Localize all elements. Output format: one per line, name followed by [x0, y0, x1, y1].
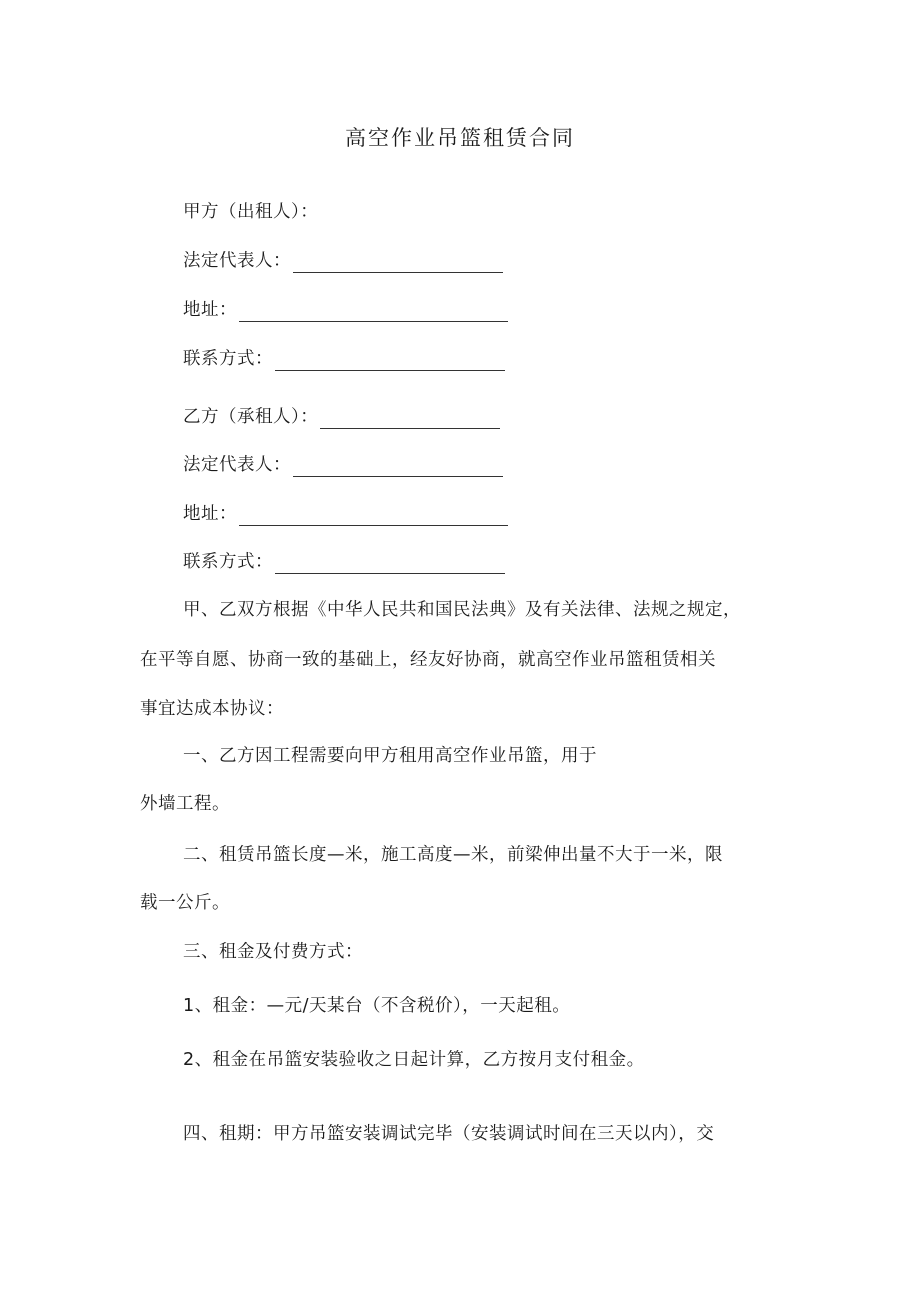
party-a-rep-blank[interactable]: [293, 254, 503, 273]
party-b-rep-label: 法定代表人：: [183, 455, 291, 475]
clause-3-heading: 三、租金及付费方式：: [183, 942, 363, 962]
clause-1-line-2: 外墙工程。: [140, 794, 230, 814]
party-b-rep-field: [183, 453, 503, 477]
clause-2-line-2: 载一公斤。: [140, 893, 230, 913]
party-b-address-label: 地址：: [183, 504, 237, 524]
clause-3-item-2: 2、租金在吊篮安装验收之日起计算，乙方按月支付租金。: [183, 1050, 645, 1070]
clause-3-item-1: 1、租金：—元/天某台（不含税价），一天起租。: [183, 996, 571, 1016]
party-b-address-field: [183, 502, 508, 526]
preamble-line-2: 在平等自愿、协商一致的基础上，经友好协商，就高空作业吊篮租赁相关: [140, 650, 716, 670]
party-b-contact-blank[interactable]: [275, 555, 505, 574]
party-a-address-label: 地址：: [183, 300, 237, 320]
preamble-line-1: 甲、乙双方根据《中华人民共和国民法典》及有关法律、法规之规定，: [183, 600, 741, 620]
party-b-contact-label: 联系方式：: [183, 552, 273, 572]
party-b-heading-field: [183, 405, 500, 429]
clause-2-line-1: 二、租赁吊篮长度—米，施工高度—米，前梁伸出量不大于一米，限: [183, 845, 723, 865]
clause-1-line-1: 一、乙方因工程需要向甲方租用高空作业吊篮，用于: [183, 746, 597, 766]
party-b-rep-blank[interactable]: [293, 458, 503, 477]
party-a-rep-field: [183, 249, 503, 273]
party-a-contact-blank[interactable]: [275, 352, 505, 371]
party-b-address-blank[interactable]: [239, 507, 508, 526]
party-b-name-blank[interactable]: [320, 410, 500, 429]
party-a-heading: 甲方（出租人）：: [183, 202, 319, 222]
preamble-line-3: 事宜达成本协议：: [140, 699, 284, 719]
party-b-contact-field: [183, 550, 505, 574]
party-a-contact-field: [183, 347, 505, 371]
clause-4-line-1: 四、租期：甲方吊篮安装调试完毕（安装调试时间在三天以内），交: [183, 1124, 715, 1144]
party-a-rep-label: 法定代表人：: [183, 251, 291, 271]
party-a-address-blank[interactable]: [239, 303, 508, 322]
party-a-address-field: [183, 298, 508, 322]
party-b-heading: 乙方（承租人）：: [183, 407, 319, 427]
document-title: 高空作业吊篮租赁合同: [345, 126, 575, 150]
party-a-contact-label: 联系方式：: [183, 349, 273, 369]
